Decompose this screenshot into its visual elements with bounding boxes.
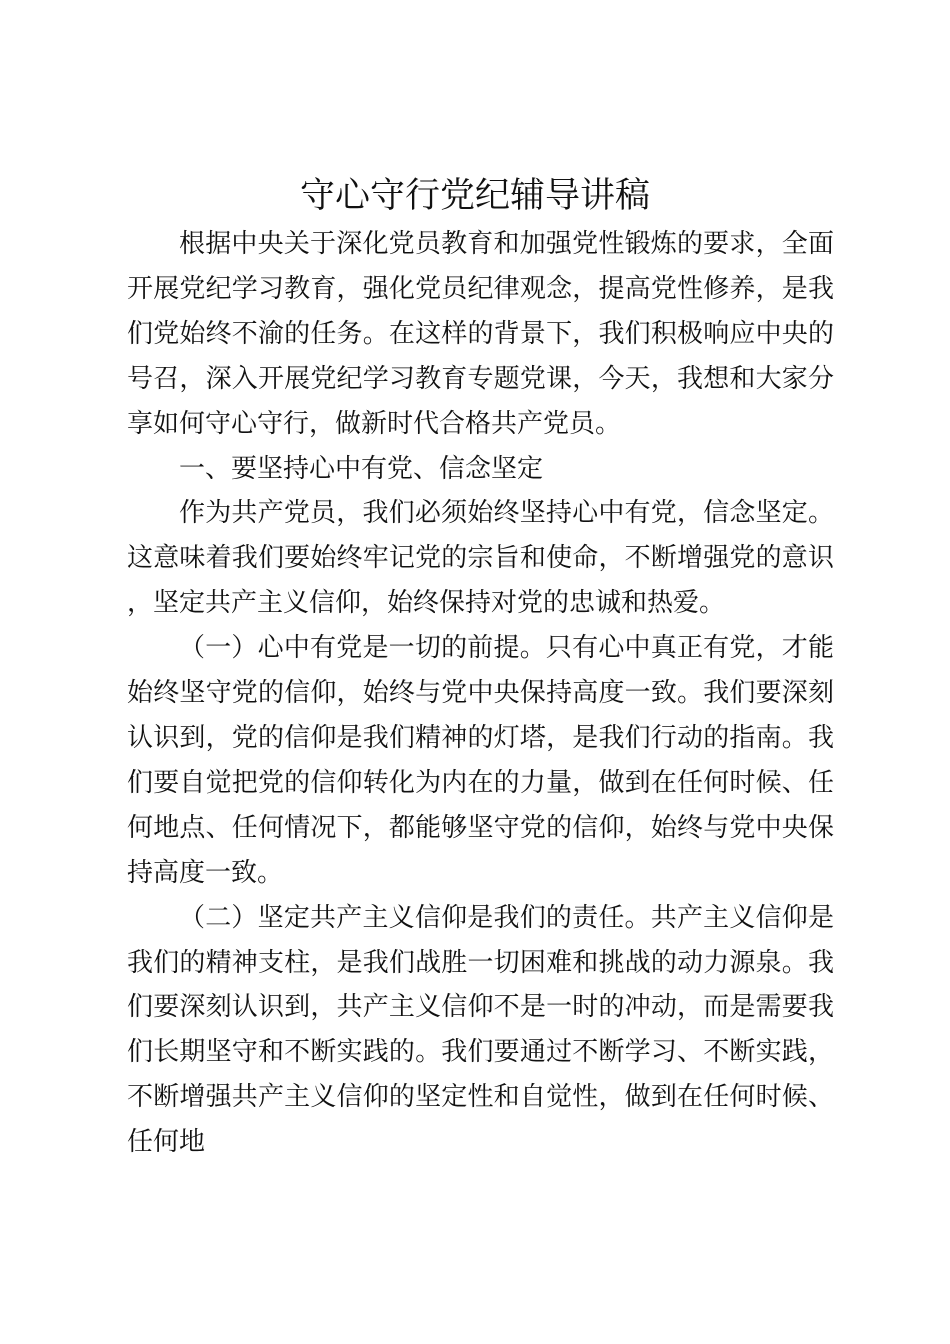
subsection-1-paragraph: （一）心中有党是一切的前提。只有心中真正有党，才能始终坚守党的信仰，始终与党中央保持高度一致。我们要深刻认识到，党的信仰是我们精神的灯塔，是我们行动的指南。我们要自觉把党的信仰转化为内在的力量，做到在任何时候、任何地点、任何情况下，都能够坚守党的信仰，始终与党中央保持高度一致。 [127, 633, 834, 888]
subsection-2-paragraph: （二）坚定共产主义信仰是我们的责任。共产主义信仰是我们的精神支柱，是我们战胜一切困难和挑战的动力源泉。我们要深刻认识到，共产主义信仰不是一时的冲动，而是需要我们长期坚守和不断实践的。我们要通过不断学习、不断实践，不断增强共产主义信仰的坚定性和自觉性，做到在任何时候、任何地 [127, 902, 834, 1158]
intro-paragraph: 根据中央关于深化党员教育和加强党性锻炼的要求，全面开展党纪学习教育，强化党员纪律观念，提高党性修养，是我们党始终不渝的任务。在这样的背景下，我们积极响应中央的号召，深入开展党纪学习教育专题党课，今天，我想和大家分享如何守心守行，做新时代合格共产党员。 [127, 229, 834, 439]
section-1-paragraph: 作为共产党员，我们必须始终坚持心中有党，信念坚定。这意味着我们要始终牢记党的宗旨和使命，不断增强党的意识，坚定共产主义信仰，始终保持对党的忠诚和热爱。 [127, 498, 834, 619]
document-title: 守心守行党纪辅导讲稿 [299, 176, 650, 216]
document-body [127, 222, 834, 1165]
section-heading-1: 一、要坚持心中有党、信念坚定 [179, 453, 544, 484]
